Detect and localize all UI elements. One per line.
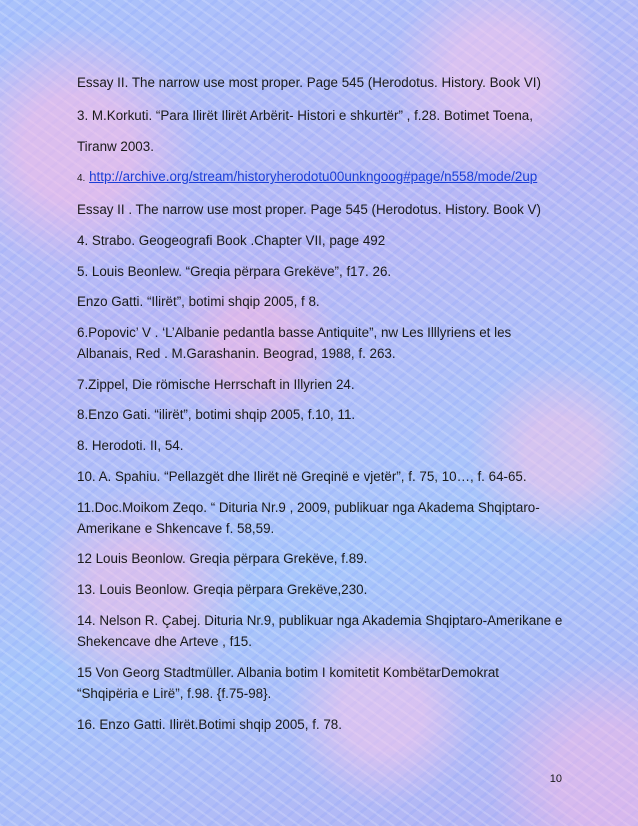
reference-line-10: Albanais, Red . M.Garashanin. Beograd, 1988, f. 263.: [77, 346, 396, 361]
reference-line-9: 6.Popovic’ V . ‘L’Albanie pedantla basse Antiquite”, nw Les Illlyriens et les: [77, 325, 512, 340]
reference-line-2: 3. M.Korkuti. “Para Ilirët Ilirët Arbërit- Histori e shkurtër” , f.28. Botimet Toena,: [77, 108, 533, 123]
reference-line-11: 7.Zippel, Die römische Herrschaft in Illyrien 24.: [77, 377, 355, 392]
reference-line-21: 15 Von Georg Stadtmüller. Albania botim I komitetit KombëtarDemokrat: [77, 665, 500, 680]
reference-line-14: 10. A. Spahiu. “Pellazgët dhe Ilirët në Greqinë e vjetër”, f. 75, 10…, f. 64-65.: [77, 469, 527, 484]
reference-line-22: “Shqipëria e Lirë”, f.98. {f.75-98}.: [77, 686, 272, 701]
reference-line-6: 4. Strabo. Geogeografi Book .Chapter VII, page 492: [77, 233, 386, 248]
reference-link-number: 4.: [77, 173, 86, 184]
reference-line-20: Shekencave dhe Arteve , f15.: [77, 634, 252, 649]
reference-line-17: 12 Louis Beonlow. Greqia përpara Grekëve, f.89.: [77, 551, 368, 566]
reference-line-3: Tiranw 2003.: [77, 139, 154, 154]
reference-line-7: 5. Louis Beonlew. “Greqia përpara Grekëve”, f17. 26.: [77, 264, 392, 279]
archive-org-link[interactable]: http://archive.org/stream/historyherodotu00unkngoog#page/n558/mode/2up: [89, 169, 538, 184]
page-number: 10: [549, 773, 562, 785]
reference-line-8: Enzo Gatti. “Ilirët”, botimi shqip 2005, f 8.: [77, 294, 320, 309]
reference-line-23: 16. Enzo Gatti. Ilirët.Botimi shqip 2005, f. 78.: [77, 717, 342, 732]
reference-line-19: 14. Nelson R. Çabej. Dituria Nr.9, publikuar nga Akademia Shqiptaro-Amerikane e: [77, 613, 563, 628]
reference-line-1: Essay II. The narrow use most proper. Page 545 (Herodotus. History. Book VI): [77, 75, 541, 90]
reference-line-16: Amerikane e Shkencave f. 58,59.: [77, 521, 275, 536]
reference-line-5: Essay II . The narrow use most proper. Page 545 (Herodotus. History. Book V): [77, 202, 541, 217]
reference-line-12: 8.Enzo Gati. “ilirët”, botimi shqip 2005, f.10, 11.: [77, 407, 356, 422]
reference-line-18: 13. Louis Beonlow. Greqia përpara Grekëve,230.: [77, 582, 368, 597]
reference-line-13: 8. Herodoti. II, 54.: [77, 438, 184, 453]
reference-link-line: [77, 166, 567, 190]
reference-line-15: 11.Doc.Moikom Zeqo. “ Dituria Nr.9 , 2009, publikuar nga Akadema Shqiptaro-: [77, 500, 540, 515]
